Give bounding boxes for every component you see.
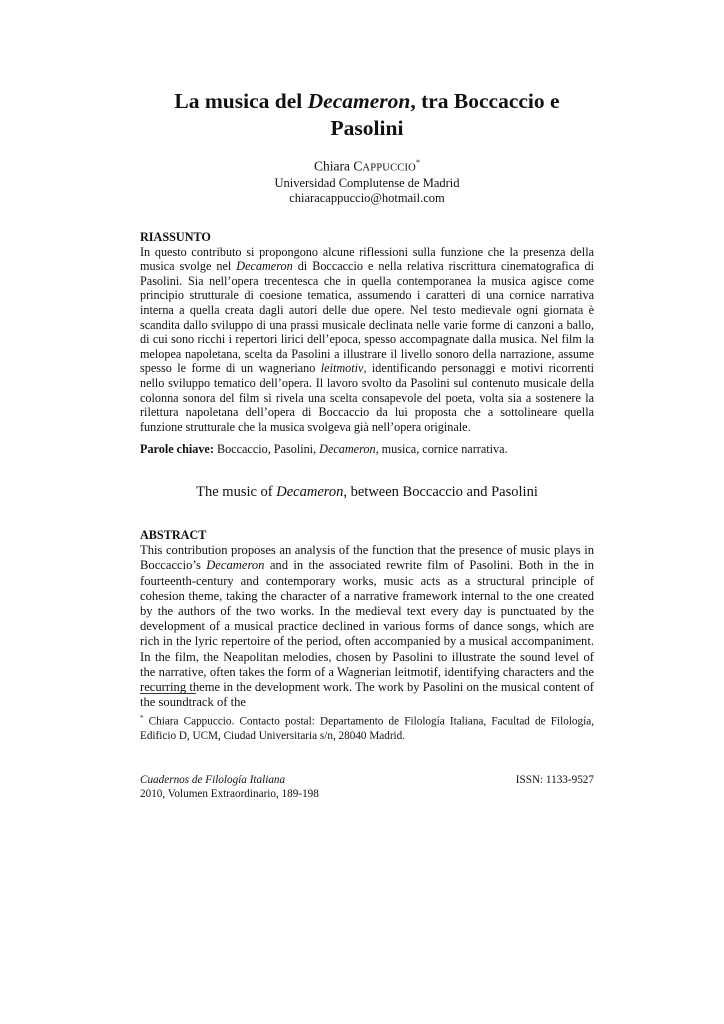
riassunto-text-3: , identificando personaggi e motivi ricorrenti nello sviluppo tematico dell’opera. Il lavoro svolto da Pasolini sul contenuto musicale della colonna sonora del film si rivela una scelta consapevole del poeta, volta sia a sostenere la rilettura napoletana dell’opera di Boccaccio da lui proposta che a sottolineare quella funzione strutturale che la musica svolgeva già nell’opera originale.: [140, 361, 594, 434]
english-title-text-end: , between Boccaccio and Pasolini: [343, 484, 538, 500]
footnote: [140, 711, 594, 743]
keywords-label: Parole chiave:: [140, 442, 214, 456]
author-affiliation: Universidad Complutense de Madrid: [274, 175, 460, 190]
riassunto-italic-2: leitmotiv: [320, 361, 364, 376]
footnote-text: Chiara Cappuccio. Contacto postal: Departamento de Filología Italiana, Facultad de Filología, Edificio D, UCM, Ciudad Universitaria s/n, 28040 Madrid.: [140, 715, 594, 742]
author-block: [140, 155, 594, 206]
author-footnote-marker: *: [415, 158, 420, 167]
keywords-line: [140, 442, 594, 457]
abstract-heading: ABSTRACT: [140, 528, 207, 542]
author-surname-initial: C: [353, 158, 363, 174]
abstract-italic: Decameron: [206, 558, 265, 573]
riassunto-italic-1: Decameron: [236, 259, 293, 274]
paper-title: [140, 88, 594, 142]
title-text: La musica del: [174, 89, 308, 113]
riassunto-section: [140, 230, 594, 434]
title-italic: Decameron: [307, 89, 411, 113]
journal-info: [140, 773, 319, 801]
author-first-name: Chiara: [314, 158, 354, 174]
journal-issn: ISSN: 1133-9527: [515, 774, 594, 786]
riassunto-text-1: In questo contributo si propongono alcune riflessioni sulla funzione che la presenza della musica svolge nel: [140, 244, 594, 274]
author-surname-rest: APPUCCIO: [362, 162, 416, 174]
author-email: chiaracappuccio@hotmail.com: [289, 190, 445, 205]
abstract-body: [140, 543, 594, 710]
keywords-text-1: Boccaccio, Pasolini,: [213, 442, 320, 456]
abstract-section: [140, 528, 594, 710]
abstract-text-2: and in the associated rewrite film of Pasolini. Both in the in fourteenth-century and contemporary works, music acts as a structural principle of cohesion theme, taking the character of a narrative framework internal to the one created by the authors of the two works. In the medieval text every day is punctuated by the development of a musical practice declined in various forms of dance songs, which are rich in the lyric repertoire of the period, often accompanied by a musical accompaniment. In the film, the Neapolitan melodies, chosen by Pasolini to illustrate the sound level of the narrative, often takes the form of a Wagnerian leitmotif, identifying characters and the recurring theme in the development work. The work by Pasolini on the musical content of the soundtrack of the: [140, 558, 594, 710]
riassunto-body: [140, 245, 594, 435]
title-text-end: , tra Boccaccio e Pasolini: [330, 89, 560, 140]
journal-details: 2010, Volumen Extraordinario, 189-198: [140, 788, 319, 800]
english-title-italic: Decameron: [276, 484, 344, 500]
english-title-text: The music of: [196, 484, 277, 500]
author-name: [140, 155, 594, 176]
riassunto-heading: RIASSUNTO: [140, 230, 211, 244]
footnote-separator: [140, 693, 196, 694]
journal-name: Cuadernos de Filología Italiana: [140, 774, 286, 786]
english-title: [140, 484, 594, 501]
keywords-text-2: , musica, cornice narrativa.: [375, 442, 508, 456]
riassunto-text-2: di Boccaccio e nella relativa riscrittura cinematografica di Pasolini. Sia nell’opera trecentesca che in quella contemporanea la musica agisce come principio strutturale di coesione tematica, assumendo i caratteri di una cornice narrativa interna a quella creata dagli autori delle due opere. Nel testo medievale ogni giornata è scandita dallo sviluppo di una prassi musicale declinata nelle varie forme di canzoni a ballo, di cui sono ricchi i repertori lirici dell’epoca, spesso accompagnate dalla musica. Nel film la melopea napoletana, scelta da Pasolini a illustrare il livello sonoro della narrazione, assume spesso le forme di un wagneriano: [140, 259, 594, 376]
abstract-text-1: This contribution proposes an analysis of the function that the presence of music plays in Boccaccio’s: [140, 543, 594, 573]
footnote-marker: *: [140, 714, 144, 722]
keywords-italic: Decameron: [319, 442, 376, 456]
